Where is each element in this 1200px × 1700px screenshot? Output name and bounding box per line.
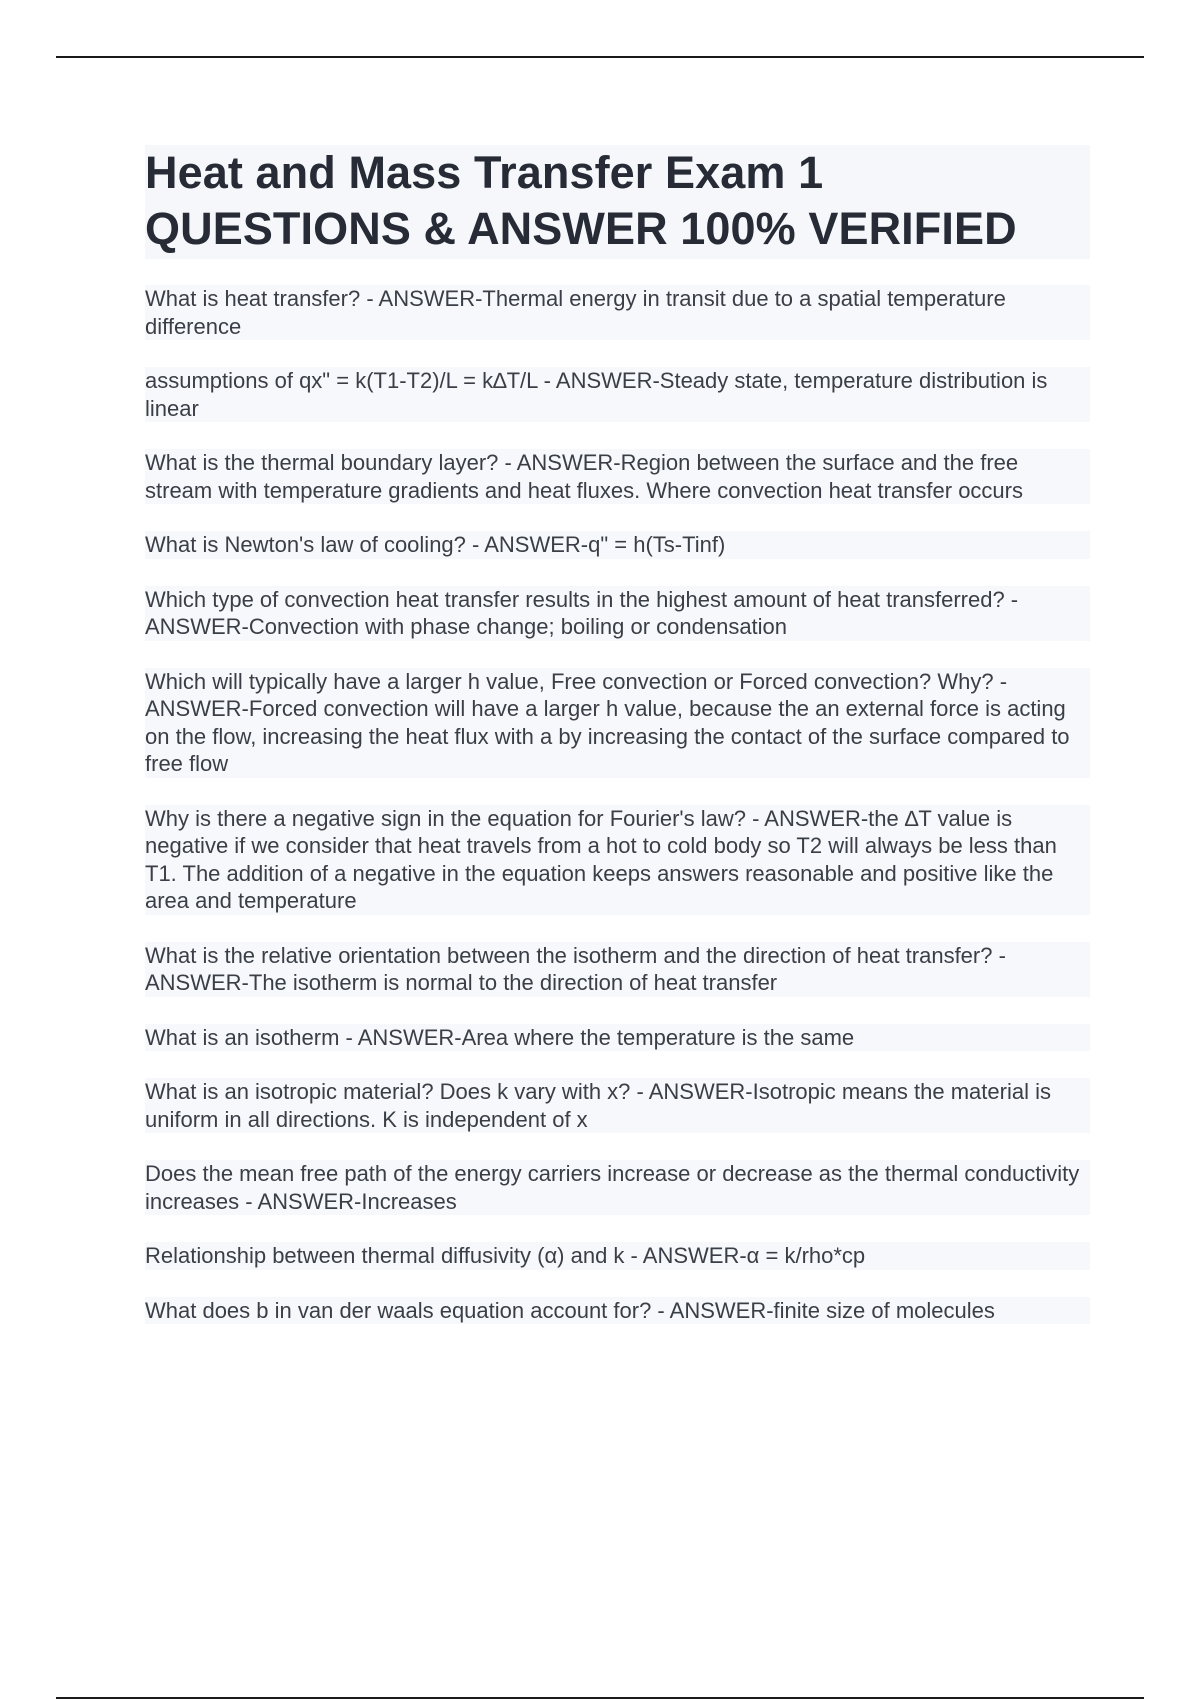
qa-item: Which type of convection heat transfer results in the highest amount of heat transferred? - ANSWER-Convection with phase change; boiling or condensation: [145, 586, 1090, 641]
qa-item: assumptions of qx" = k(T1-T2)/L = k∆T/L - ANSWER-Steady state, temperature distribution is linear: [145, 367, 1090, 422]
qa-item: Why is there a negative sign in the equation for Fourier's law? - ANSWER-the ∆T value is negative if we consider that heat travels from a hot to cold body so T2 will always be less than T1. The addition of a negative in the equation keeps answers reasonable and positive like the area and temperature: [145, 805, 1090, 915]
document-title: [145, 145, 1090, 259]
qa-item: Relationship between thermal diffusivity (α) and k - ANSWER-α = k/rho*cp: [145, 1242, 1090, 1270]
qa-item: Does the mean free path of the energy carriers increase or decrease as the thermal conductivity increases - ANSWER-Increases: [145, 1160, 1090, 1215]
qa-item: What is an isotropic material? Does k vary with x? - ANSWER-Isotropic means the material is uniform in all directions. K is independent of x: [145, 1078, 1090, 1133]
top-rule: [56, 56, 1144, 58]
qa-item: What is the relative orientation between the isotherm and the direction of heat transfer? - ANSWER-The isotherm is normal to the direction of heat transfer: [145, 942, 1090, 997]
qa-item: What is Newton's law of cooling? - ANSWER-q" = h(Ts-Tinf): [145, 531, 1090, 559]
qa-item: Which will typically have a larger h value, Free convection or Forced convection? Why? - ANSWER-Forced convection will have a larger h value, because the an external force is acting on the flow, increasing the heat flux with a by increasing the contact of the surface compared to free flow: [145, 668, 1090, 778]
qa-item: What is heat transfer? - ANSWER-Thermal energy in transit due to a spatial temperature difference: [145, 285, 1090, 340]
qa-item: What is the thermal boundary layer? - ANSWER-Region between the surface and the free stream with temperature gradients and heat fluxes. Where convection heat transfer occurs: [145, 449, 1090, 504]
bottom-rule: [56, 1697, 1144, 1699]
title-line-2: QUESTIONS & ANSWER 100% VERIFIED: [145, 203, 1017, 254]
qa-item: What is an isotherm - ANSWER-Area where the temperature is the same: [145, 1024, 1090, 1052]
qa-item: What does b in van der waals equation account for? - ANSWER-finite size of molecules: [145, 1297, 1090, 1325]
document-body: [145, 145, 1090, 1351]
title-line-1: Heat and Mass Transfer Exam 1: [145, 147, 824, 198]
